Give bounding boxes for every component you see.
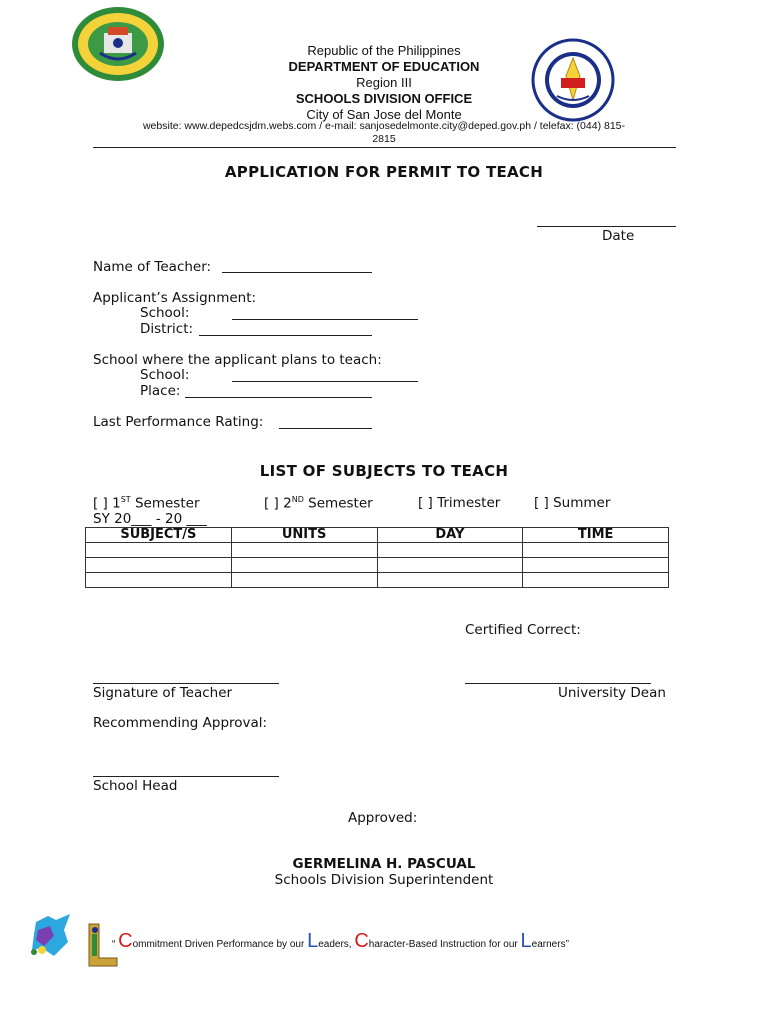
assignment-label: Applicant’s Assignment: — [93, 290, 257, 306]
division-text: SCHOOLS DIVISION OFFICE — [295, 91, 473, 106]
table-cell[interactable] — [86, 573, 232, 588]
header-divider — [93, 147, 676, 148]
recommending-label: Recommending Approval: — [93, 715, 268, 731]
motto-c2: C — [354, 930, 369, 952]
option-first-prefix: [ ] 1 — [93, 495, 121, 512]
table-cell[interactable] — [86, 543, 232, 558]
date-label: Date — [602, 228, 635, 244]
assignment-district-label: District: — [140, 321, 194, 337]
teacher-name-field[interactable] — [222, 272, 372, 273]
table-cell[interactable] — [523, 573, 669, 588]
table-cell[interactable] — [377, 573, 523, 588]
plans-label: School where the applicant plans to teach: — [93, 352, 382, 368]
motto-t4: earners” — [531, 939, 569, 950]
superintendent-name: GERMELINA H. PASCUAL — [292, 856, 476, 872]
contact-info — [94, 120, 674, 146]
plans-school-label: School: — [140, 367, 190, 383]
motto-t1: ommitment Driven Performance by our — [132, 939, 308, 950]
assignment-school-field[interactable] — [232, 319, 418, 320]
option-second-prefix: [ ] 2 — [264, 495, 292, 512]
assignment-district-field[interactable] — [199, 335, 372, 336]
option-trimester[interactable]: [ ] Trimester — [418, 495, 501, 511]
option-second-sup: ND — [291, 495, 304, 504]
plans-place-field[interactable] — [185, 397, 372, 398]
form-title: APPLICATION FOR PERMIT TO TEACH — [224, 163, 544, 181]
plans-place-label: Place: — [140, 383, 181, 399]
dean-signature-label: University Dean — [558, 685, 666, 701]
motto-c1: C — [118, 930, 133, 952]
motto-l1: L — [307, 930, 319, 952]
motto-l2: L — [520, 930, 532, 952]
col-day: DAY — [377, 528, 523, 543]
contact-line-2: 2815 — [372, 133, 396, 145]
option-first-suffix: Semester — [130, 495, 200, 512]
motto-t3: haracter-Based Instruction for our — [368, 939, 521, 950]
certified-label: Certified Correct: — [465, 622, 581, 638]
city-text: City of San Jose del Monte — [306, 107, 462, 122]
subjects-title: LIST OF SUBJECTS TO TEACH — [259, 462, 509, 480]
letterhead — [90, 43, 678, 123]
school-head-signature-line[interactable] — [93, 776, 279, 777]
assignment-school-label: School: — [140, 305, 190, 321]
superintendent-block — [0, 856, 768, 888]
subjects-header-row — [86, 528, 669, 543]
table-cell[interactable] — [86, 558, 232, 573]
dean-signature-line[interactable] — [465, 683, 651, 684]
motto-t2: eaders, — [318, 939, 355, 950]
date-field[interactable] — [537, 226, 676, 227]
teacher-signature-line[interactable] — [93, 683, 279, 684]
option-first-semester[interactable] — [93, 495, 200, 512]
rating-label: Last Performance Rating: — [93, 414, 264, 430]
superintendent-title: Schools Division Superintendent — [274, 872, 494, 888]
contact-line-1: website: www.depedcsjdm.webs.com / e-mail: sanjosedelmonte.city@deped.gov.ph / telefax: (044) 815- — [142, 120, 626, 132]
region-text: Region III — [356, 75, 412, 90]
teacher-name-label: Name of Teacher: — [93, 259, 212, 275]
col-units: UNITS — [231, 528, 377, 543]
school-year-line: SY 20___ - 20 ___ — [93, 511, 207, 527]
table-row — [86, 543, 669, 558]
department-text: DEPARTMENT OF EDUCATION — [288, 59, 480, 74]
table-cell[interactable] — [231, 543, 377, 558]
table-cell[interactable] — [523, 543, 669, 558]
teacher-signature-label: Signature of Teacher — [93, 685, 233, 701]
school-head-label: School Head — [93, 778, 178, 794]
region-map-logo — [30, 912, 74, 958]
republic-text: Republic of the Philippines — [307, 43, 461, 58]
option-second-semester[interactable] — [264, 495, 373, 512]
table-row — [86, 558, 669, 573]
option-second-suffix: Semester — [303, 495, 373, 512]
option-summer[interactable]: [ ] Summer — [534, 495, 611, 511]
col-subjects: SUBJECT/S — [86, 528, 232, 543]
table-cell[interactable] — [377, 543, 523, 558]
option-first-sup: ST — [120, 495, 131, 504]
table-cell[interactable] — [377, 558, 523, 573]
col-time: TIME — [523, 528, 669, 543]
approved-label: Approved: — [348, 810, 418, 826]
table-row — [86, 573, 669, 588]
motto-text — [112, 930, 569, 953]
motto-open-quote: “ — [112, 939, 119, 950]
subjects-table — [85, 527, 669, 588]
table-cell[interactable] — [231, 573, 377, 588]
rating-field[interactable] — [279, 428, 372, 429]
table-cell[interactable] — [523, 558, 669, 573]
plans-school-field[interactable] — [232, 381, 418, 382]
table-cell[interactable] — [231, 558, 377, 573]
